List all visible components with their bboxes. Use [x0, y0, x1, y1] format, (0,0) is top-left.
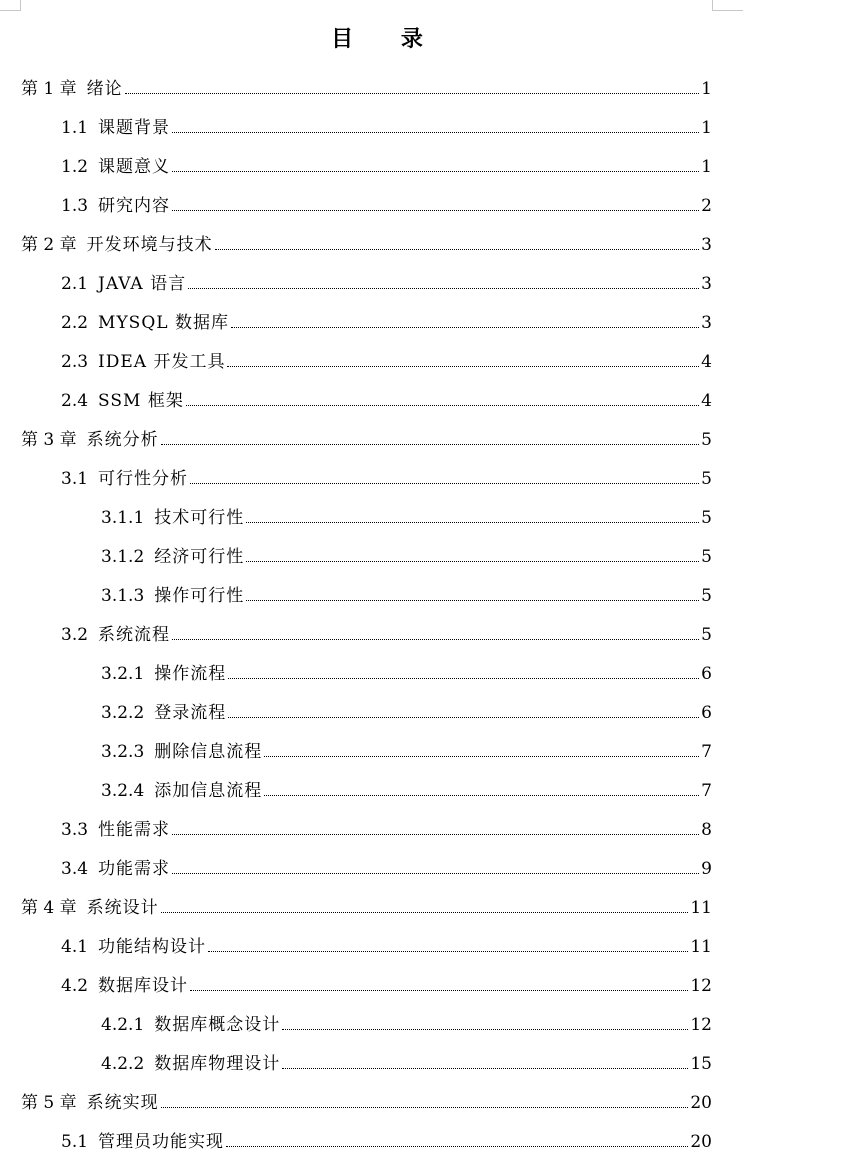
toc-entry[interactable]: [0, 535, 850, 574]
toc-entry[interactable]: [0, 1003, 850, 1042]
toc-entry[interactable]: [0, 574, 850, 613]
toc-entry[interactable]: [0, 496, 850, 535]
toc-entry-title: 课题意义: [98, 157, 171, 177]
toc-entry[interactable]: [0, 379, 850, 418]
toc-page-number: 1: [701, 157, 712, 177]
toc-entry-number: 3.1.3: [101, 586, 145, 606]
toc-entry-title: 系统设计: [86, 898, 159, 918]
toc-entry[interactable]: [0, 301, 850, 340]
toc-page-number: 5: [701, 430, 712, 450]
toc-dot-leader: [246, 600, 699, 601]
toc-dot-leader: [246, 561, 699, 562]
toc-entry-number: 1.3: [61, 196, 89, 216]
toc-entry-title: 管理员功能实现: [98, 1132, 225, 1152]
page-corner-mark-right: [712, 0, 743, 11]
toc-entry-number: 第 2 章: [21, 235, 77, 255]
toc-entry-line: [61, 308, 712, 333]
toc-entry-title: JAVA 语言: [98, 274, 187, 294]
toc-entry-title: 开发环境与技术: [86, 235, 213, 255]
toc-entry[interactable]: [0, 613, 850, 652]
toc-dot-leader: [161, 912, 689, 913]
toc-entry-number: 3.2.3: [101, 742, 145, 762]
toc-entry-title: 可行性分析: [98, 469, 189, 489]
toc-page-number: 7: [701, 742, 712, 762]
toc-entry-line: [101, 659, 712, 684]
toc-entry[interactable]: [0, 652, 850, 691]
toc-entry-number: 3.2.1: [101, 664, 145, 684]
toc-entry-line: [61, 464, 712, 489]
toc-dot-leader: [172, 873, 699, 874]
toc-entry-number: 4.2.2: [101, 1054, 145, 1074]
toc-entry-number: 3.2: [61, 625, 89, 645]
toc-entry-number: 3.1: [61, 469, 89, 489]
toc-entry-title: 性能需求: [98, 820, 171, 840]
toc-entry-number: 3.2.2: [101, 703, 145, 723]
toc-entry-title: 系统实现: [86, 1093, 159, 1113]
toc-entry-line: [61, 1127, 712, 1152]
toc-entry-number: 2.2: [61, 313, 89, 333]
toc-page-number: 5: [701, 547, 712, 567]
toc-dot-leader: [188, 288, 699, 289]
toc-entry-title: 绪论: [86, 79, 123, 99]
toc-entry[interactable]: [0, 886, 850, 925]
toc-entry-number: 3.3: [61, 820, 89, 840]
toc-entry-number: 第 1 章: [21, 79, 77, 99]
toc-page-number: 4: [701, 391, 712, 411]
toc-page-number: 20: [690, 1093, 712, 1113]
toc-entry[interactable]: [0, 1081, 850, 1120]
toc-page-number: 8: [701, 820, 712, 840]
toc-dot-leader: [172, 132, 699, 133]
toc-page-number: 3: [701, 313, 712, 333]
toc-dot-leader: [172, 171, 699, 172]
toc-entry-number: 2.4: [61, 391, 89, 411]
toc-entry-title: 系统流程: [98, 625, 171, 645]
toc-entry-title: 数据库概念设计: [154, 1015, 281, 1035]
toc-page-number: 5: [701, 508, 712, 528]
toc-entry-line: [21, 230, 712, 255]
toc-entry[interactable]: [0, 964, 850, 1003]
toc-dot-leader: [264, 795, 699, 796]
toc-entry-title: 研究内容: [98, 196, 171, 216]
toc-entry[interactable]: [0, 730, 850, 769]
toc-entry-line: [61, 971, 712, 996]
toc-dot-leader: [227, 366, 699, 367]
toc-entry[interactable]: [0, 691, 850, 730]
toc-entry[interactable]: [0, 925, 850, 964]
toc-entry-title: SSM 框架: [98, 391, 184, 411]
toc-entry-title: IDEA 开发工具: [98, 352, 226, 372]
toc-entry-title: 操作可行性: [154, 586, 245, 606]
toc-entry-number: 3.1.2: [101, 547, 145, 567]
toc-entry-number: 3.1.1: [101, 508, 145, 528]
toc-entry-title: 经济可行性: [154, 547, 245, 567]
toc-dot-leader: [282, 1068, 688, 1069]
toc-entry-number: 2.1: [61, 274, 89, 294]
toc-entry[interactable]: [0, 1120, 850, 1159]
toc-entry-line: [101, 776, 712, 801]
toc-page-number: 5: [701, 586, 712, 606]
toc-page-number: 9: [701, 859, 712, 879]
toc-entry[interactable]: [0, 808, 850, 847]
toc-entry-line: [101, 1049, 712, 1074]
toc-entry-line: [61, 152, 712, 177]
toc-entry-line: [61, 191, 712, 216]
toc-entry[interactable]: [0, 262, 850, 301]
toc-dot-leader: [190, 483, 699, 484]
toc-entry-line: [61, 815, 712, 840]
toc-entry-title: 功能结构设计: [98, 937, 207, 957]
toc-entry[interactable]: [0, 184, 850, 223]
toc-page-number: 11: [690, 937, 712, 957]
toc-page-number: 11: [690, 898, 712, 918]
toc-entry-title: 课题背景: [98, 118, 171, 138]
toc-entry-number: 1.1: [61, 118, 89, 138]
toc-dot-leader: [125, 93, 700, 94]
toc-entry-line: [61, 620, 712, 645]
toc-entry[interactable]: [0, 145, 850, 184]
toc-page-number: 20: [690, 1132, 712, 1152]
toc-dot-leader: [172, 210, 699, 211]
toc-entry-line: [61, 347, 712, 372]
toc-dot-leader: [172, 834, 699, 835]
toc-entry-line: [101, 542, 712, 567]
toc-entry-number: 3.2.4: [101, 781, 145, 801]
toc-entry-line: [21, 425, 712, 450]
toc-dot-leader: [161, 444, 700, 445]
toc-entry-line: [101, 503, 712, 528]
toc-entry-number: 4.2.1: [101, 1015, 145, 1035]
toc-entry-line: [101, 581, 712, 606]
toc-entry-number: 第 3 章: [21, 430, 77, 450]
toc-entry-title: 登录流程: [154, 703, 227, 723]
toc-dot-leader: [231, 327, 699, 328]
toc-entry-title: 技术可行性: [154, 508, 245, 528]
toc-page-number: 1: [701, 79, 712, 99]
toc-entry[interactable]: [0, 67, 850, 106]
toc-entry-line: [61, 932, 712, 957]
toc-entry[interactable]: [0, 340, 850, 379]
toc-page-number: 5: [701, 469, 712, 489]
toc-dot-leader: [246, 522, 699, 523]
toc-dot-leader: [228, 678, 699, 679]
toc-entry-line: [101, 698, 712, 723]
toc-entry-title: 数据库物理设计: [154, 1054, 281, 1074]
toc-entry-title: 添加信息流程: [154, 781, 263, 801]
toc-page-number: 6: [701, 703, 712, 723]
toc-entry-line: [61, 854, 712, 879]
toc-entry[interactable]: [0, 769, 850, 808]
toc-entry-number: 1.2: [61, 157, 89, 177]
toc-entry-line: [21, 74, 712, 99]
toc-dot-leader: [161, 1107, 689, 1108]
toc-dot-leader: [208, 951, 688, 952]
toc-entry-title: 功能需求: [98, 859, 171, 879]
toc-dot-leader: [215, 249, 700, 250]
toc-entry-title: MYSQL 数据库: [98, 313, 229, 333]
toc-page-number: 2: [701, 196, 712, 216]
toc-entry-line: [101, 737, 712, 762]
toc-page-number: 7: [701, 781, 712, 801]
toc-entry[interactable]: [0, 1042, 850, 1081]
toc-entry-title: 删除信息流程: [154, 742, 263, 762]
toc-entry-number: 2.3: [61, 352, 89, 372]
toc-page-number: 15: [690, 1054, 712, 1074]
toc-page-number: 6: [701, 664, 712, 684]
toc-entry-title: 数据库设计: [98, 976, 189, 996]
toc-entry[interactable]: [0, 418, 850, 457]
toc-dot-leader: [172, 639, 699, 640]
toc-entry-title: 操作流程: [154, 664, 227, 684]
toc-page-number: 12: [690, 976, 712, 996]
toc-entry-line: [61, 386, 712, 411]
toc-dot-leader: [186, 405, 699, 406]
toc-page-number: 12: [690, 1015, 712, 1035]
toc-entry-line: [61, 269, 712, 294]
toc-page-number: 4: [701, 352, 712, 372]
toc-entry-number: 4.1: [61, 937, 89, 957]
toc-entry-number: 第 5 章: [21, 1093, 77, 1113]
toc-entry-title: 系统分析: [86, 430, 159, 450]
toc-entry[interactable]: [0, 106, 850, 145]
toc-entry-line: [101, 1010, 712, 1035]
toc-entry-number: 5.1: [61, 1132, 89, 1152]
toc-entry-line: [21, 1088, 712, 1113]
page-corner-mark-left: [0, 0, 21, 11]
toc-dot-leader: [282, 1029, 688, 1030]
table-of-contents: [0, 67, 850, 1159]
toc-entry[interactable]: [0, 847, 850, 886]
toc-entry[interactable]: [0, 223, 850, 262]
toc-dot-leader: [226, 1146, 688, 1147]
toc-page-number: 3: [701, 235, 712, 255]
toc-entry[interactable]: [0, 457, 850, 496]
toc-dot-leader: [264, 756, 699, 757]
toc-heading: 目 录: [331, 27, 443, 52]
toc-entry-number: 4.2: [61, 976, 89, 996]
toc-entry-line: [21, 893, 712, 918]
toc-entry-number: 3.4: [61, 859, 89, 879]
toc-page-number: 1: [701, 118, 712, 138]
toc-entry-line: [61, 113, 712, 138]
toc-page-number: 3: [701, 274, 712, 294]
toc-dot-leader: [228, 717, 699, 718]
toc-dot-leader: [190, 990, 688, 991]
toc-page-number: 5: [701, 625, 712, 645]
toc-entry-number: 第 4 章: [21, 898, 77, 918]
